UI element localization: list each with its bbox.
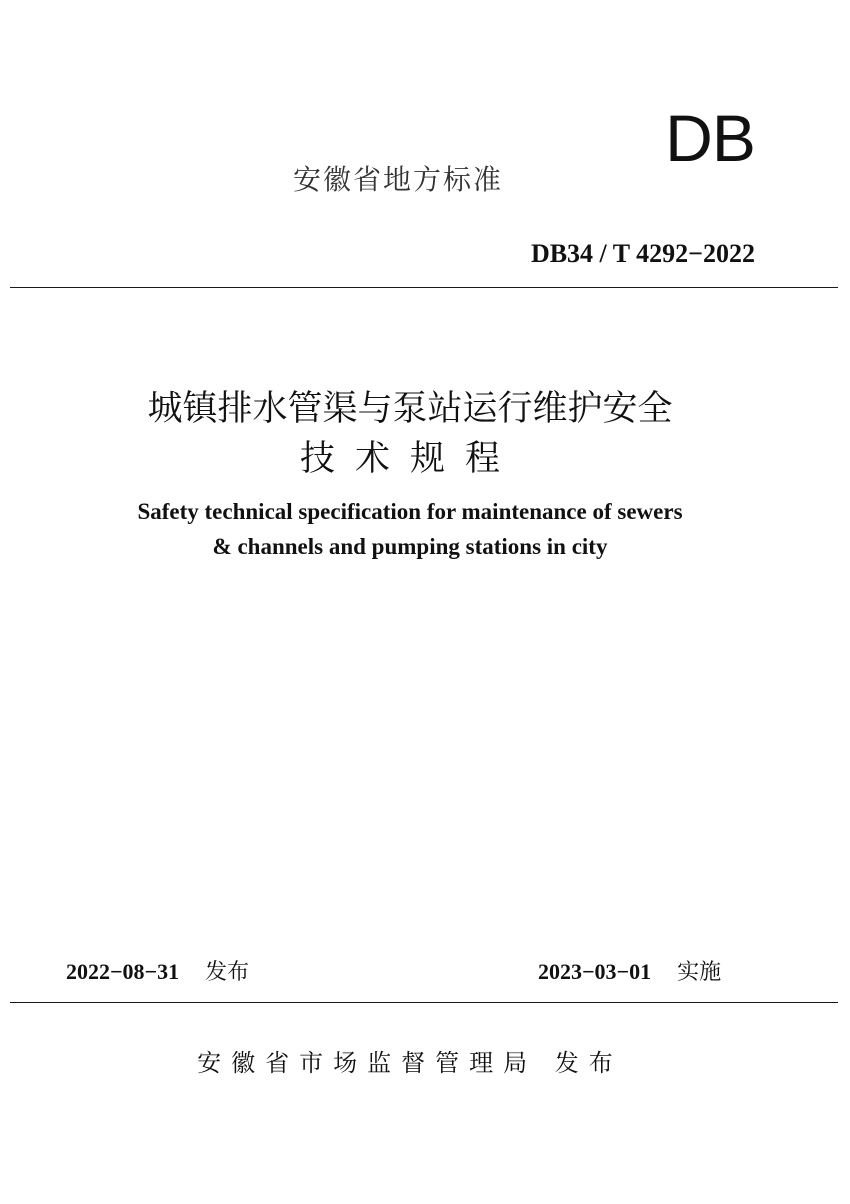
- issue-date-block: [66, 955, 249, 990]
- implementation-date-block: [538, 955, 721, 990]
- title-english-line-2: & channels and pumping stations in city: [212, 534, 608, 559]
- issue-label: 发布: [205, 960, 250, 985]
- standard-type-label: 安徽省地方标准: [293, 163, 504, 196]
- title-chinese-line-1: 城镇排水管渠与泵站运行维护安全: [147, 389, 673, 429]
- db-logo: DB: [665, 101, 755, 175]
- bottom-divider: [10, 1002, 838, 1003]
- implementation-date: 2023−03−01: [538, 959, 652, 984]
- top-divider: [10, 287, 838, 288]
- title-english-line-1: Safety technical specification for maintenance of sewers: [137, 499, 683, 524]
- standard-number: DB34 / T 4292−2022: [530, 239, 755, 268]
- issue-date: 2022−08−31: [66, 959, 180, 984]
- title-chinese-line-2: 技术规程: [299, 439, 520, 479]
- implementation-label: 实施: [677, 960, 722, 985]
- publisher: 安徽省市场监督管理局 发布: [197, 1049, 623, 1077]
